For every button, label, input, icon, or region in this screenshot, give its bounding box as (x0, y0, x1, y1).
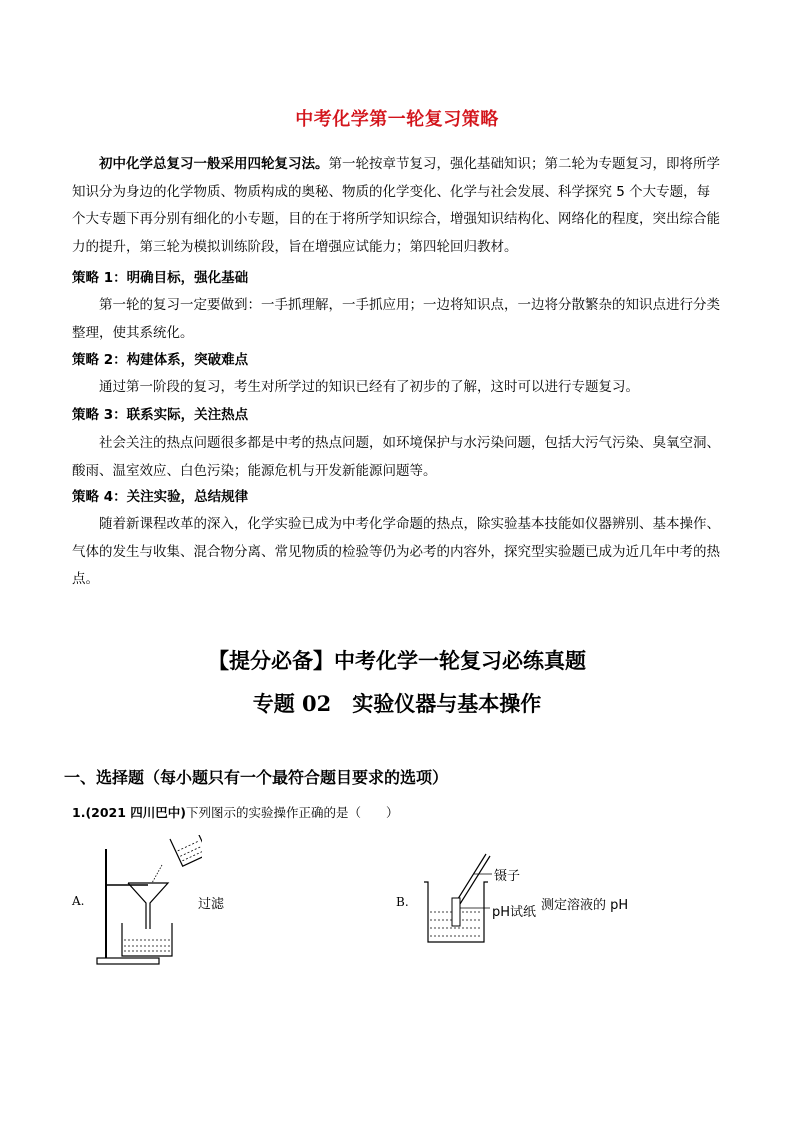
tweezers-callout: 镊子 (494, 869, 521, 884)
page-title: 中考化学第一轮复习策略 (295, 109, 499, 130)
option-b-text: 测定溶液的 pH (541, 898, 629, 913)
section-heading: 一、选择题（每小题只有一个最符合题目要求的选项） (64, 768, 449, 787)
question-number: 1. (72, 805, 86, 820)
topic-title: 专题 02 实验仪器与基本操作 (252, 691, 542, 716)
option-a-label: A. (72, 894, 85, 908)
strategy-4-body: 随着新课程改革的深入，化学实验已成为中考化学命题的热点，除实验基本技能如仪器辨别、基本操作、气体的发生与收集、混合物分离、常见物质的检验等仍为必考的内容外，探究型实验题已成为近几年中考的热点。 (72, 516, 720, 587)
option-b-label: B. (396, 895, 409, 909)
strategy-1-body: 第一轮的复习一定要做到：一手抓理解，一手抓应用；一边将知识点，一边将分散繁杂的知识点进行分类整理，使其系统化。 (72, 297, 720, 341)
question-1-stem (72, 803, 399, 821)
strategy-2-heading: 策略 2：构建体系，突破难点 (72, 352, 249, 368)
question-text: 下列图示的实验操作正确的是（ ） (186, 805, 399, 820)
strategy-4-heading: 策略 4：关注实验，总结规律 (72, 489, 249, 505)
strategy-2-body: 通过第一阶段的复习，考生对所学过的知识已经有了初步的了解，这时可以进行专题复习。 (99, 379, 639, 395)
ph-paper-callout: pH试纸 (492, 905, 537, 920)
filtration-diagram (92, 835, 202, 970)
strategy-1-heading: 策略 1：明确目标，强化基础 (72, 270, 249, 286)
ph-test-diagram (420, 850, 540, 950)
exam-title: 【提分必备】中考化学一轮复习必练真题 (208, 648, 586, 673)
intro-lead: 初中化学总复习一般采用四轮复习法。 (99, 156, 329, 172)
strategy-3-body: 社会关注的热点问题很多都是中考的热点问题，如环境保护与水污染问题，包括大污气污染、臭氧空洞、酸雨、温室效应、白色污染；能源危机与开发新能源问题等。 (72, 435, 720, 479)
intro-body: 第一轮按章节复习，强化基础知识；第二轮为专题复习，即将所学知识分为身边的化学物质、物质构成的奥秘、物质的化学变化、化学与社会发展、科学探究 5 个大专题，每个大专题下再分别有细化的小专题，目的在于将所学知识综合，增强知识结构化、网络化的程度，突出综合能力的提升，第三轮为模拟训练阶段，旨在增强应试能力；第四轮回归教材。 (72, 156, 720, 255)
strategy-3-heading: 策略 3：联系实际，关注热点 (72, 407, 249, 423)
question-source: (2021 四川巴中) (85, 805, 187, 820)
intro-paragraph (72, 151, 722, 261)
option-a-text: 过滤 (198, 897, 225, 912)
